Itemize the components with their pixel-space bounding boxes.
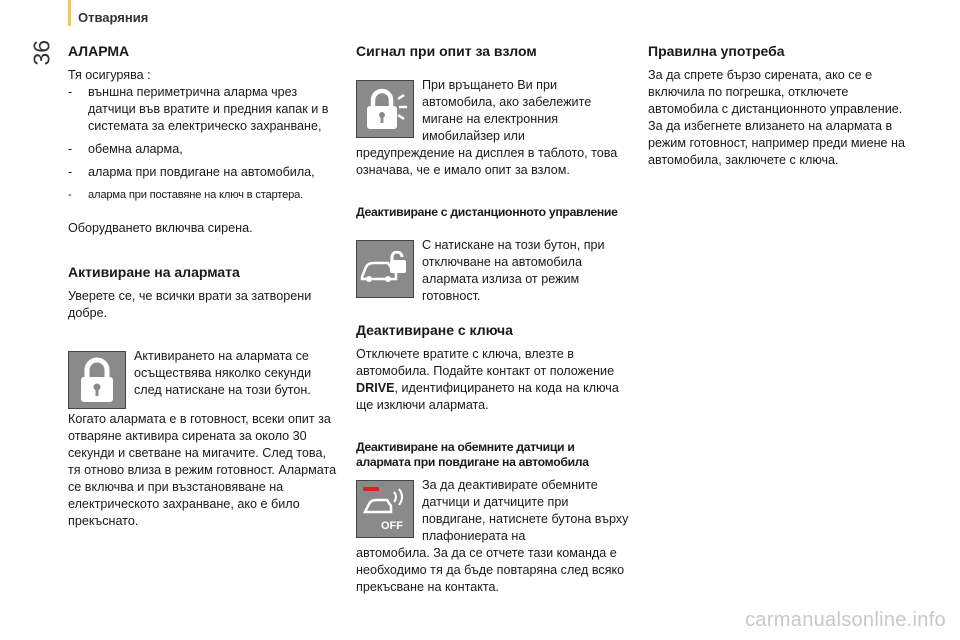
alarm-intro: Тя осигурява : xyxy=(68,68,151,82)
off-label: OFF xyxy=(381,520,403,532)
column-proper-use xyxy=(648,42,920,169)
volumetric-body: автомобила. За да се отчете тази команда е необходимо тя да бъде повтаряна след всяко прекъсване на контакта. xyxy=(356,546,625,594)
padlock-icon xyxy=(68,351,126,409)
alarm-features-list xyxy=(68,84,340,204)
proper-use-heading: Правилна употреба xyxy=(648,43,785,59)
activation-block xyxy=(68,348,340,530)
remote-block xyxy=(356,237,632,305)
break-in-icon-text: При връщането Ви при автомобила, ако забележите мигане на електронния имобилайзер или xyxy=(422,78,592,143)
remote-heading: Деактивиране с дистанционното управление xyxy=(356,205,618,219)
activation-heading: Активиране на алармата xyxy=(68,264,240,280)
column-alarm xyxy=(68,42,340,530)
drive-keyword: DRIVE xyxy=(356,381,395,395)
activation-check: Уверете се, че всички врати за затворени добре. xyxy=(68,289,312,320)
equipment-note: Оборудването включва сирена. xyxy=(68,221,253,235)
break-in-body: предупреждение на дисплея в таблото, това означава, че е имало опит за взлом. xyxy=(356,146,618,177)
car-unlock-icon xyxy=(356,240,414,298)
activation-body: Когато алармата е в готовност, всеки опит за отваряне активира сирената за около 30 секунди и светване на мигачите. След това, тя отново влиза в режим готовност. Алармата се включва и при възстановяване на електрическото захранване, ако е било прекъснато. xyxy=(68,412,337,528)
header-accent-bar xyxy=(68,0,71,26)
key-body: Отключете вратите с ключа, влезте в автомобила. Подайте контакт от положение DRIVE, идентифицирането на кода на ключа ще изключи алармата. xyxy=(356,347,619,412)
proper-use-p2: За да избегнете влизането на алармата в режим готовност, например преди миене на автомобила, заключете с ключа. xyxy=(648,119,906,167)
list-item: - аларма при повдигане на автомобила, xyxy=(68,165,315,179)
list-item: - аларма при поставяне на ключ в стартера. xyxy=(68,189,304,201)
volumetric-heading: Деактивиране на обемните датчици и алармата при повдигане на автомобила xyxy=(356,440,589,469)
column-deactivation xyxy=(356,42,632,596)
volumetric-block xyxy=(356,477,632,596)
list-item: - външна периметрична аларма чрез датчици във вратите и предния капак и в системата за електрическо захранване, xyxy=(68,85,329,133)
watermark: carmanualsonline.info xyxy=(745,609,946,631)
break-in-block xyxy=(356,77,632,179)
break-in-heading: Сигнал при опит за взлом xyxy=(356,43,537,59)
alarm-title: АЛАРМА xyxy=(68,43,130,59)
volumetric-off-icon xyxy=(356,480,414,538)
remote-icon-text: С натискане на този бутон, при отключване на автомобила алармата излиза от режим готовност. xyxy=(422,238,605,303)
list-item: - обемна аларма, xyxy=(68,142,183,156)
volumetric-icon-text: За да деактивирате обемните датчици и датчиците при повдигане, натиснете бутона върху плафониерата на xyxy=(422,478,629,543)
key-heading: Деактивиране с ключа xyxy=(356,322,513,338)
proper-use-p1: За да спрете бързо сирената, ако се е включила по погрешка, отключете автомобила с дистанционното управление. xyxy=(648,68,903,116)
immobiliser-lock-icon xyxy=(356,80,414,138)
section-name: Отваряния xyxy=(78,10,149,25)
activation-icon-text: Активирането на алармата се осъществява няколко секунди след натискане на този бутон. xyxy=(134,349,312,397)
page-number: 36 xyxy=(28,39,55,66)
